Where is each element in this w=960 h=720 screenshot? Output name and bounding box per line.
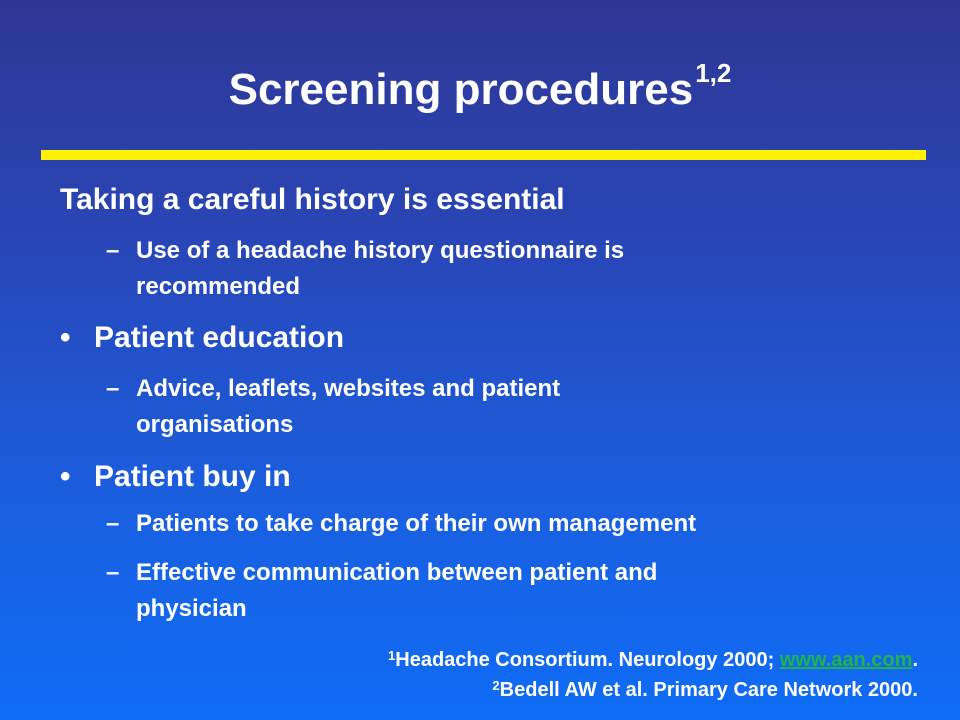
- sub-item-line: Use of a headache history questionnaire is: [136, 237, 625, 264]
- reference-link[interactable]: www.aan.com: [779, 649, 913, 671]
- reference-suffix: .: [912, 649, 918, 671]
- bullet-item-text: Patient buy in: [94, 460, 291, 493]
- references: [388, 645, 918, 705]
- slide-title-text: Screening procedures: [228, 65, 694, 114]
- bullet-marker: •: [60, 321, 71, 354]
- reference-text: Headache Consortium. Neurology 2000;: [395, 649, 780, 671]
- sub-item-line: recommended: [136, 273, 301, 300]
- reference-marker: 2: [492, 678, 500, 693]
- sub-item-line: Effective communication between patient and: [136, 559, 658, 586]
- dash-marker: –: [106, 510, 120, 537]
- heading-item: [60, 182, 565, 218]
- title-underline-rule: [41, 150, 926, 160]
- reference-marker: 1: [388, 648, 396, 663]
- heading-item-text: Taking a careful history is essential: [60, 183, 565, 216]
- bullet-marker: •: [60, 460, 71, 493]
- reference-text: Bedell AW et al. Primary Care Network 2000.: [499, 679, 918, 701]
- dash-marker: –: [106, 237, 120, 264]
- sub-item-line: Patients to take charge of their own management: [136, 510, 697, 537]
- bullet-item-text: Patient education: [94, 321, 345, 354]
- slide-title: [0, 58, 960, 118]
- dash-marker: –: [106, 375, 120, 402]
- sub-item-line: organisations: [136, 411, 294, 438]
- title-citation-superscript: 1,2: [695, 58, 732, 88]
- sub-item-line: physician: [136, 595, 247, 622]
- dash-marker: –: [106, 559, 120, 586]
- reference-1: [388, 645, 918, 675]
- sub-item-line: Advice, leaflets, websites and patient: [136, 375, 561, 402]
- reference-2: [388, 675, 918, 705]
